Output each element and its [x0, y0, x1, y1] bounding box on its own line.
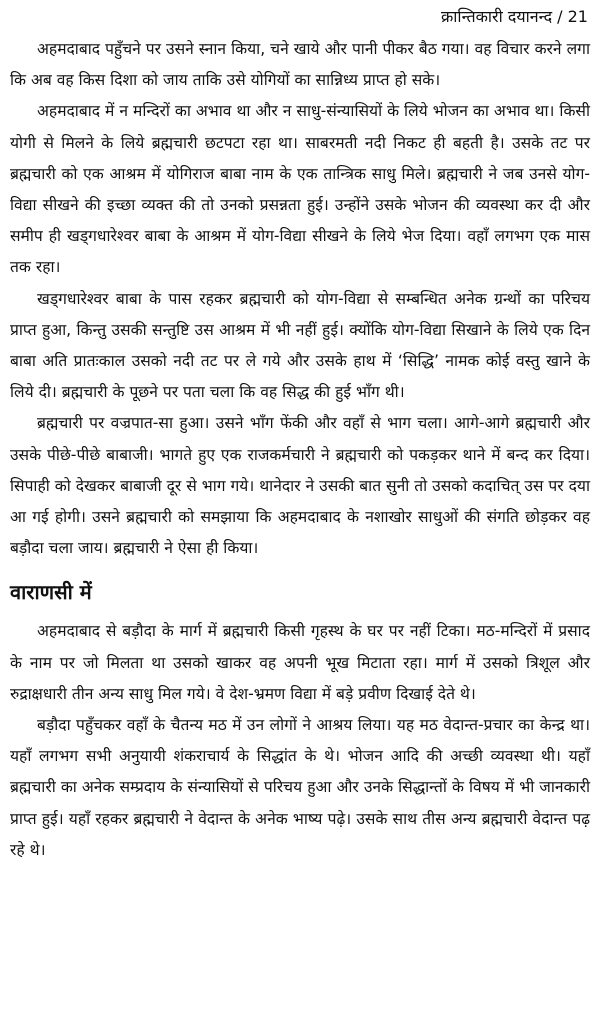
paragraph: अहमदाबाद पहुँचने पर उसने स्नान किया, चने खाये और पानी पीकर बैठ गया। वह विचार करने लगा कि अब वह किस दिशा को जाय ताकि उसे योगियों का सान्निध्य प्राप्त हो सके। — [10, 40, 590, 90]
paragraph: अहमदाबाद से बड़ौदा के मार्ग में ब्रह्मचारी किसी गृहस्थ के घर पर नहीं टिका। मठ-मन्दिरों में प्रसाद के नाम पर जो मिलता था उसको खाकर वह अपनी भूख मिटाता रहा। मार्ग में उसको त्रिशूल और रुद्राक्षधारी तीन अन्य साधु मिल गये। वे देश-भ्रमण विद्या में बड़े प्रवीण दिखाई देते थे। — [10, 622, 590, 703]
paragraph: बड़ौदा पहुँचकर वहाँ के चैतन्य मठ में उन लोगों ने आश्रय लिया। यह मठ वेदान्त-प्रचार का केन्द्र था। यहाँ लगभग सभी अनुयायी शंकराचार्य के सिद्धांत के थे। भोजन आदि की अच्छी व्यवस्था थी। यहाँ ब्रह्मचारी का अनेक सम्प्रदाय के संन्यासियों से परिचय हुआ और उनके सिद्धान्तों के विषय में भी जानकारी प्राप्त हुई। यहाँ रहकर ब्रह्मचारी ने वेदान्त के अनेक भाष्य पढ़े। उसके साथ तीस अन्य ब्रह्मचारी वेदान्त पढ़ रहे थे। — [10, 716, 590, 859]
paragraph: अहमदाबाद में न मन्दिरों का अभाव था और न साधु-संन्यासियों के लिये भोजन का अभाव था। किसी योगी से मिलने के लिये ब्रह्मचारी छटपटा रहा था। साबरमती नदी निकट ही बहती है। उसके तट पर ब्रह्मचारी को एक आश्रम में योगिराज बाबा नाम के एक तान्त्रिक साधु मिले। ब्रह्मचारी ने जब उनसे योग-विद्या सीखने की इच्छा व्यक्त की तो उनको प्रसन्नता हुई। उन्होंने उसके भोजन की व्यवस्था कर दी और समीप ही खड्गधारेश्वर बाबा के आश्रम में योग-विद्या सीखने के लिये भेज दिया। वहाँ लगभग एक मास तक रहा। — [10, 102, 590, 277]
paragraph: ब्रह्मचारी पर वज्रपात-सा हुआ। उसने भाँग फेंकी और वहाँ से भाग चला। आगे-आगे ब्रह्मचारी और उसके पीछे-पीछे बाबाजी। भागते हुए एक राजकर्मचारी ने ब्रह्मचारी को पकड़कर थाने में बन्द कर दिया। सिपाही को देखकर बाबाजी दूर से भाग गये। थानेदार ने उसकी बात सुनी तो उसको कदाचित् उस पर दया आ गई होगी। उसने ब्रह्मचारी को समझाया कि अहमदाबाद के नशाखोर साधुओं की संगति छोड़कर वह बड़ौदा चला जाय। ब्रह्मचारी ने ऐसा ही किया। — [10, 414, 590, 558]
paragraph: खड्गधारेश्वर बाबा के पास रहकर ब्रह्मचारी को योग-विद्या से सम्बन्धित अनेक ग्रन्थों का परिचय प्राप्त हुआ, किन्तु उसकी सन्तुष्टि उस आश्रम में भी नहीं हुई। क्योंकि योग-विद्या सिखाने के लिये एक दिन बाबा अति प्रातःकाल उसको नदी तट पर ले गये और उसके हाथ में ‘सिद्धि’ नामक कोई वस्तु खाने के लिये दी। ब्रह्मचारी के पूछने पर पता चला कि वह सिद्ध की हुई भाँग थी। — [10, 289, 590, 402]
section-heading: वाराणसी में — [10, 580, 92, 605]
running-header: क्रान्तिकारी दयानन्द / 21 — [441, 7, 588, 26]
